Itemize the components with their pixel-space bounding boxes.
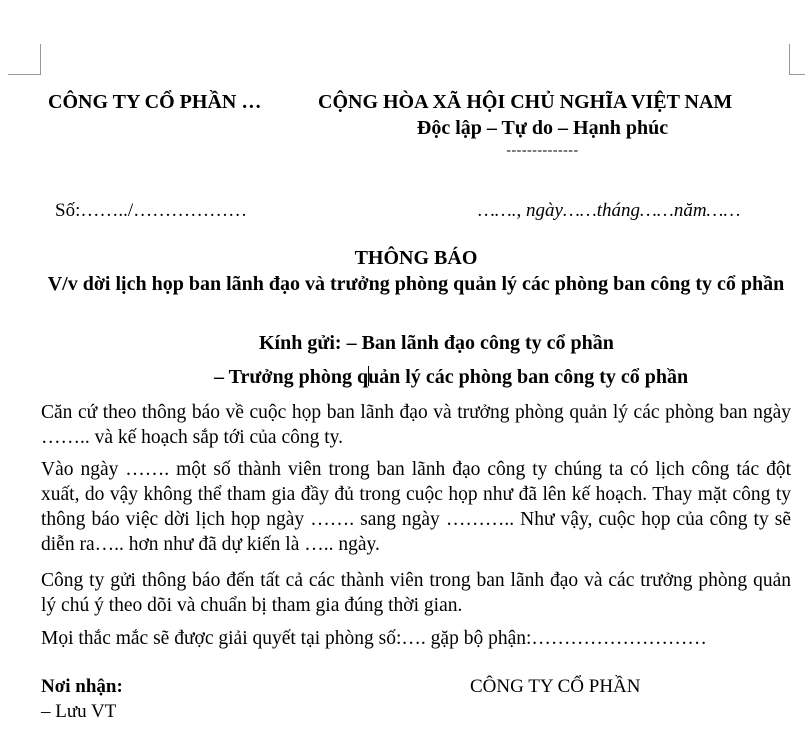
notice-subject: V/v dời lịch họp ban lãnh đạo và trưởng phòng quản lý các phòng ban công ty cổ phần (47, 273, 785, 295)
body-paragraph-1: Căn cứ theo thông báo về cuộc họp ban lãnh đạo và trưởng phòng quản lý các phòng ban ngày …….. và kế hoạch sắp tới của công ty. (41, 402, 791, 448)
signature-company: CÔNG TY CỔ PHẦN (470, 676, 641, 697)
recipient-line-2[interactable] (214, 366, 688, 389)
page-corner-mark-top-left (8, 44, 41, 75)
document-number: Số:……../……………… (55, 200, 248, 221)
motto-rule: -------------- (506, 143, 579, 158)
body-paragraph-4: Mọi thắc mắc sẽ được giải quyết tại phòng số:…. gặp bộ phận:……………………… (41, 628, 707, 649)
nation-name: CỘNG HÒA XÃ HỘI CHỦ NGHĨA VIỆT NAM (318, 91, 733, 113)
notice-title: THÔNG BÁO (354, 247, 478, 269)
motto: Độc lập – Tự do – Hạnh phúc (416, 117, 669, 139)
company-name: CÔNG TY CỔ PHẦN … (48, 91, 262, 113)
recipients-item: – Lưu VT (41, 701, 117, 722)
page-corner-mark-top-right (789, 44, 805, 75)
date-line: ……., ngày……tháng……năm…… (478, 200, 741, 221)
body-paragraph-3: Công ty gửi thông báo đến tất cả các thành viên trong ban lãnh đạo và các trưởng phòng quản lý chú ý theo dõi và chuẩn bị tham gia đúng thời gian. (41, 570, 791, 616)
recipient-line-2-part-a: – Trưởng phòng q (214, 366, 369, 388)
recipients-label: Nơi nhận: (41, 676, 123, 697)
body-paragraph-2: Vào ngày ……. một số thành viên trong ban lãnh đạo công ty chúng ta có lịch công tác đột xuất, do vậy không thể tham gia đầy đủ trong cuộc họp như đã lên kế hoạch. Thay mặt công ty thông báo việc dời lịch họp ngày ……. sang ngày ……….. Như vậy, cuộc họp của công ty sẽ diễn ra….. hơn như đã dự kiến là ….. ngày. (41, 459, 791, 555)
recipient-line-1: Kính gửi: – Ban lãnh đạo công ty cổ phần (259, 332, 614, 354)
recipient-line-2-part-b: uản lý các phòng ban công ty cổ phần (368, 366, 689, 388)
